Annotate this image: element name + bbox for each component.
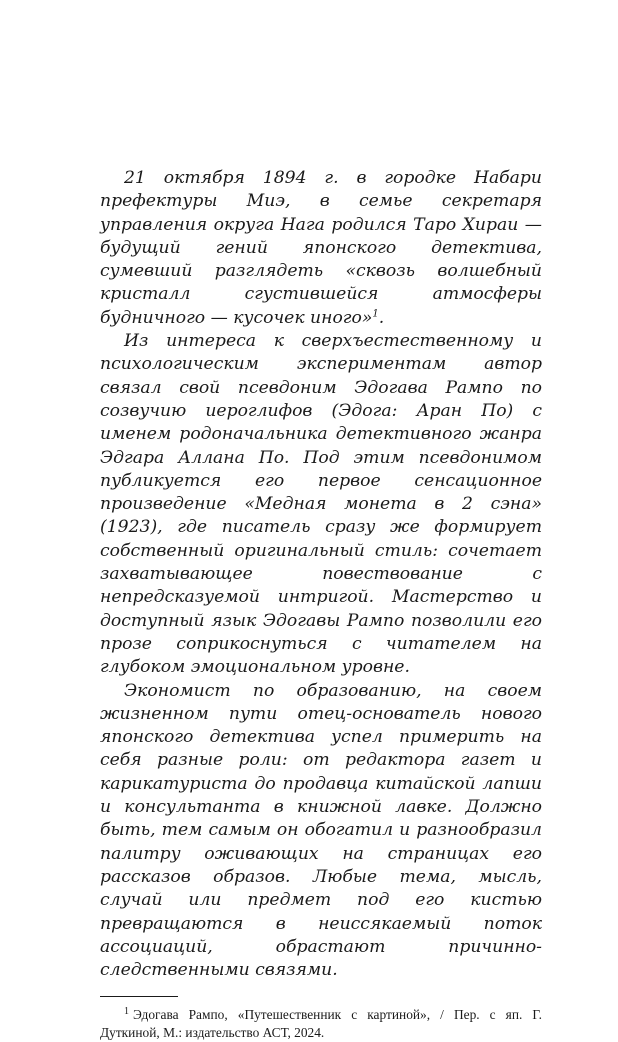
book-page bbox=[100, 167, 542, 1042]
footnote-divider bbox=[100, 996, 178, 997]
paragraph-1 bbox=[100, 167, 542, 330]
paragraph-3: Экономист по образованию, на своем жизненном пути отец-основатель нового японского детектива успел примерить на себя разные роли: от редактора газет и карикатуриста до продавца китайской лапши и консультанта в книжной лавке. Должно быть, тем самым он обогатил и разнообразил палитру оживающих на страницах его рассказов образов. Любые тема, мысль, случай или предмет под его кистью превращаются в неиссякаемый поток ассоциаций, обрастают причинно-следственными связями. bbox=[100, 680, 542, 981]
footnote bbox=[100, 1006, 542, 1042]
paragraph-1-end: . bbox=[378, 307, 385, 328]
paragraph-1-text: 21 октября 1894 г. в городке Набари префектуры Миэ, в семье секретаря управления округа Нага родился Таро Хираи — будущий гений японского детектива, сумевший разглядеть «сквозь волшебный кристалл сгустившейся атмосферы будничного — кусочек иного» bbox=[100, 168, 542, 328]
paragraph-2: Из интереса к сверхъестественному и психологическим экспериментам автор связал свой псевдоним Эдогава Рампо по созвучию иероглифов (Эдога: Аран По) с именем родоначальника детективного жанра Эдгара Аллана По. Под этим псевдонимом публикуется его первое сенсационное произведение «Медная монета в 2 сэна» (1923), где писатель сразу же формирует собственный оригинальный стиль: сочетает захватывающее повествование с непредсказуемой интригой. Мастерство и доступный язык Эдогавы Рампо позволили его прозе соприкоснуться с читателем на глубоком эмоциональном уровне. bbox=[100, 331, 542, 678]
footnote-mark: 1 bbox=[124, 1005, 129, 1017]
footnote-text: Эдогава Рампо, «Путешественник с картиной», / Пер. с яп. Г. Дуткиной, М.: издательство АСТ, 2024. bbox=[100, 1007, 542, 1041]
footnote-reference: 1 bbox=[372, 308, 379, 320]
